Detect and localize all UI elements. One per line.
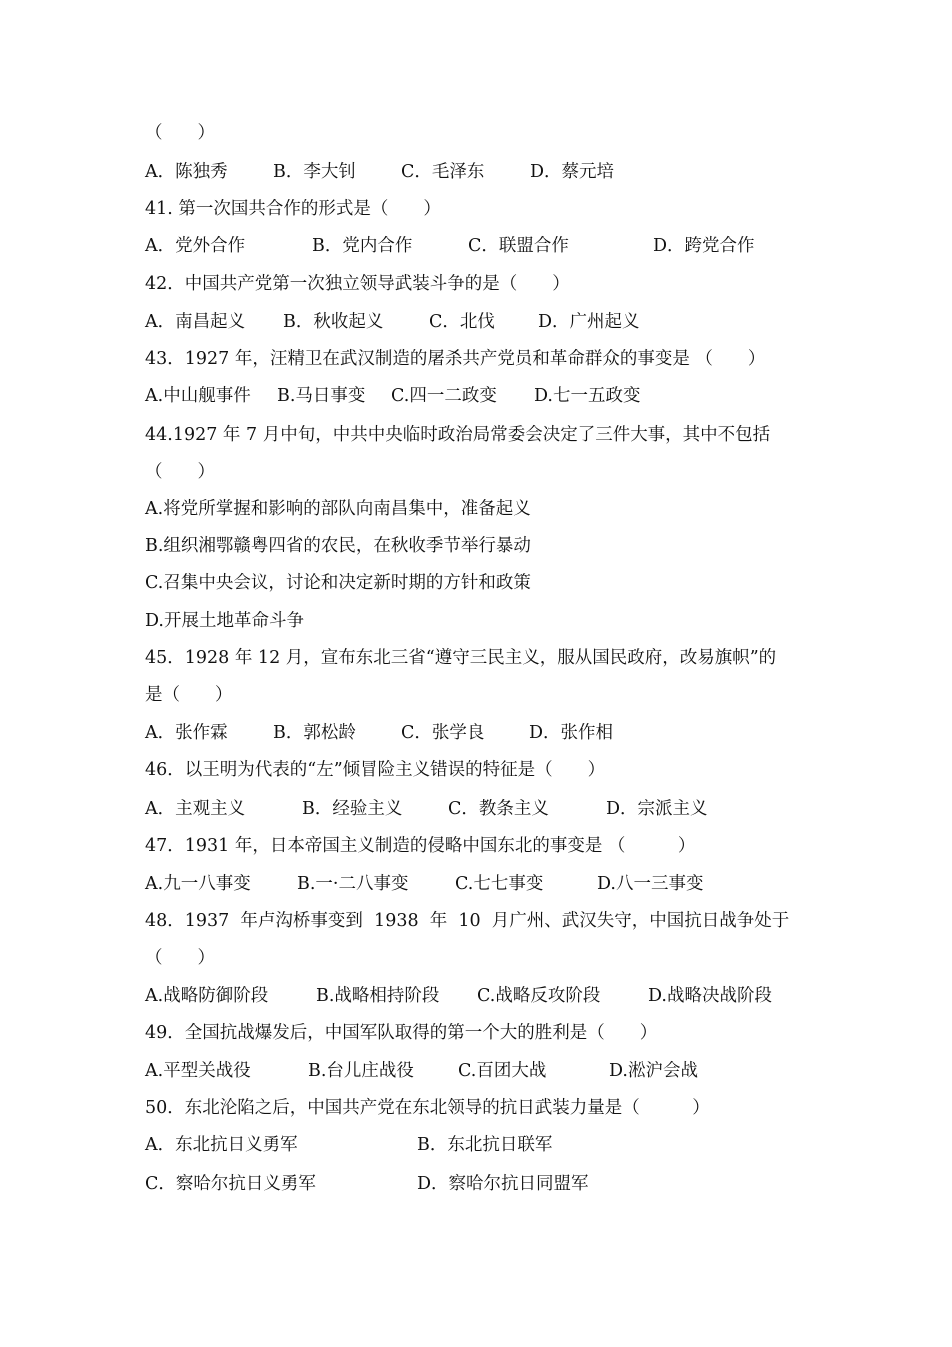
option-a: A．东北抗日义勇军 xyxy=(145,1135,298,1155)
option-c: C．察哈尔抗日义勇军 xyxy=(145,1174,316,1194)
option-b: B．李大钊 xyxy=(273,162,356,182)
option-a: A.中山舰事件 xyxy=(145,386,251,406)
q41-options xyxy=(145,234,755,258)
q45-stem-line2: 是（ ） xyxy=(145,685,233,705)
q49-options xyxy=(145,1059,698,1083)
q44-option-d: D.开展土地革命斗争 xyxy=(145,611,304,631)
q50-options-row1 xyxy=(145,1133,553,1157)
option-d: D．张作相 xyxy=(529,723,614,743)
q45-stem-line1: 45．1928 年 12 月，宣布东北三省“遵守三民主义，服从国民政府，改易旗帜”的 xyxy=(145,648,777,668)
option-c: C.七七事变 xyxy=(455,874,544,894)
q44-option-b: B.组织湘鄂赣粤四省的农民，在秋收季节举行暴动 xyxy=(145,536,531,556)
option-b: B.战略相持阶段 xyxy=(316,986,440,1006)
q44-stem-line1: 44.1927 年 7 月中旬，中共中央临时政治局常委会决定了三件大事，其中不包括 xyxy=(145,425,771,445)
option-a: A．党外合作 xyxy=(145,236,246,256)
q50-stem: 50．东北沦陷之后，中国共产党在东北领导的抗日武装力量是（ ） xyxy=(145,1098,710,1118)
option-d: D．蔡元培 xyxy=(530,162,615,182)
q50-options-row2 xyxy=(145,1172,589,1196)
option-a: A.战略防御阶段 xyxy=(145,986,269,1006)
option-b: B．秋收起义 xyxy=(283,312,384,332)
option-c: C.战略反攻阶段 xyxy=(477,986,601,1006)
q43-options xyxy=(145,384,641,408)
q48-stem-line1: 48．1937 年卢沟桥事变到 1938 年 10 月广州、武汉失守，中国抗日战争处于 xyxy=(145,911,790,931)
option-a: A.平型关战役 xyxy=(145,1061,251,1081)
option-d: D．跨党合作 xyxy=(653,236,755,256)
option-d: D.七一五政变 xyxy=(534,386,641,406)
option-d: D.战略决战阶段 xyxy=(648,986,772,1006)
q44-option-c: C.召集中央会议，讨论和决定新时期的方针和政策 xyxy=(145,573,531,593)
option-d: D．察哈尔抗日同盟军 xyxy=(417,1174,589,1194)
q42-stem: 42．中国共产党第一次独立领导武装斗争的是（ ） xyxy=(145,274,570,294)
option-a: A．张作霖 xyxy=(145,723,228,743)
option-c: C．教条主义 xyxy=(448,799,549,819)
option-c: C．张学良 xyxy=(401,723,485,743)
option-d: D.淞沪会战 xyxy=(609,1061,698,1081)
q48-answer-paren: （ ） xyxy=(145,948,215,968)
option-d: D．广州起义 xyxy=(538,312,640,332)
option-c: C.百团大战 xyxy=(458,1061,547,1081)
option-a: A．主观主义 xyxy=(145,799,246,819)
q43-stem: 43．1927 年，汪精卫在武汉制造的屠杀共产党员和革命群众的事变是 （ ） xyxy=(145,349,766,369)
option-b: B．东北抗日联军 xyxy=(417,1135,553,1155)
q44-answer-paren: （ ） xyxy=(145,462,215,482)
option-b: B.台儿庄战役 xyxy=(308,1061,414,1081)
option-c: C．毛泽东 xyxy=(401,162,485,182)
option-b: B．经验主义 xyxy=(302,799,403,819)
option-b: B．党内合作 xyxy=(312,236,413,256)
q49-stem: 49．全国抗战爆发后，中国军队取得的第一个大的胜利是（ ） xyxy=(145,1023,658,1043)
option-b: B.一·二八事变 xyxy=(297,874,409,894)
q47-stem: 47．1931 年，日本帝国主义制造的侵略中国东北的事变是 （ ） xyxy=(145,836,696,856)
option-c: C.四一二政变 xyxy=(391,386,497,406)
q48-options xyxy=(145,984,772,1008)
option-d: D．宗派主义 xyxy=(606,799,708,819)
option-b: B.马日事变 xyxy=(277,386,366,406)
q45-options xyxy=(145,721,614,745)
q47-options xyxy=(145,872,704,896)
option-d: D.八一三事变 xyxy=(597,874,704,894)
q40-options xyxy=(145,160,615,184)
q44-option-a: A.将党所掌握和影响的部队向南昌集中，准备起义 xyxy=(145,499,531,519)
q41-stem: 41. 第一次国共合作的形式是（ ） xyxy=(145,199,441,219)
q40-answer-paren: （ ） xyxy=(145,123,215,143)
option-a: A．南昌起义 xyxy=(145,312,246,332)
option-b: B．郭松龄 xyxy=(273,723,356,743)
option-a: A．陈独秀 xyxy=(145,162,228,182)
option-a: A.九一八事变 xyxy=(145,874,251,894)
q46-options xyxy=(145,797,708,821)
option-c: C．联盟合作 xyxy=(468,236,569,256)
q42-options xyxy=(145,310,640,334)
q46-stem: 46．以王明为代表的“左”倾冒险主义错误的特征是（ ） xyxy=(145,760,606,780)
option-c: C．北伐 xyxy=(429,312,495,332)
